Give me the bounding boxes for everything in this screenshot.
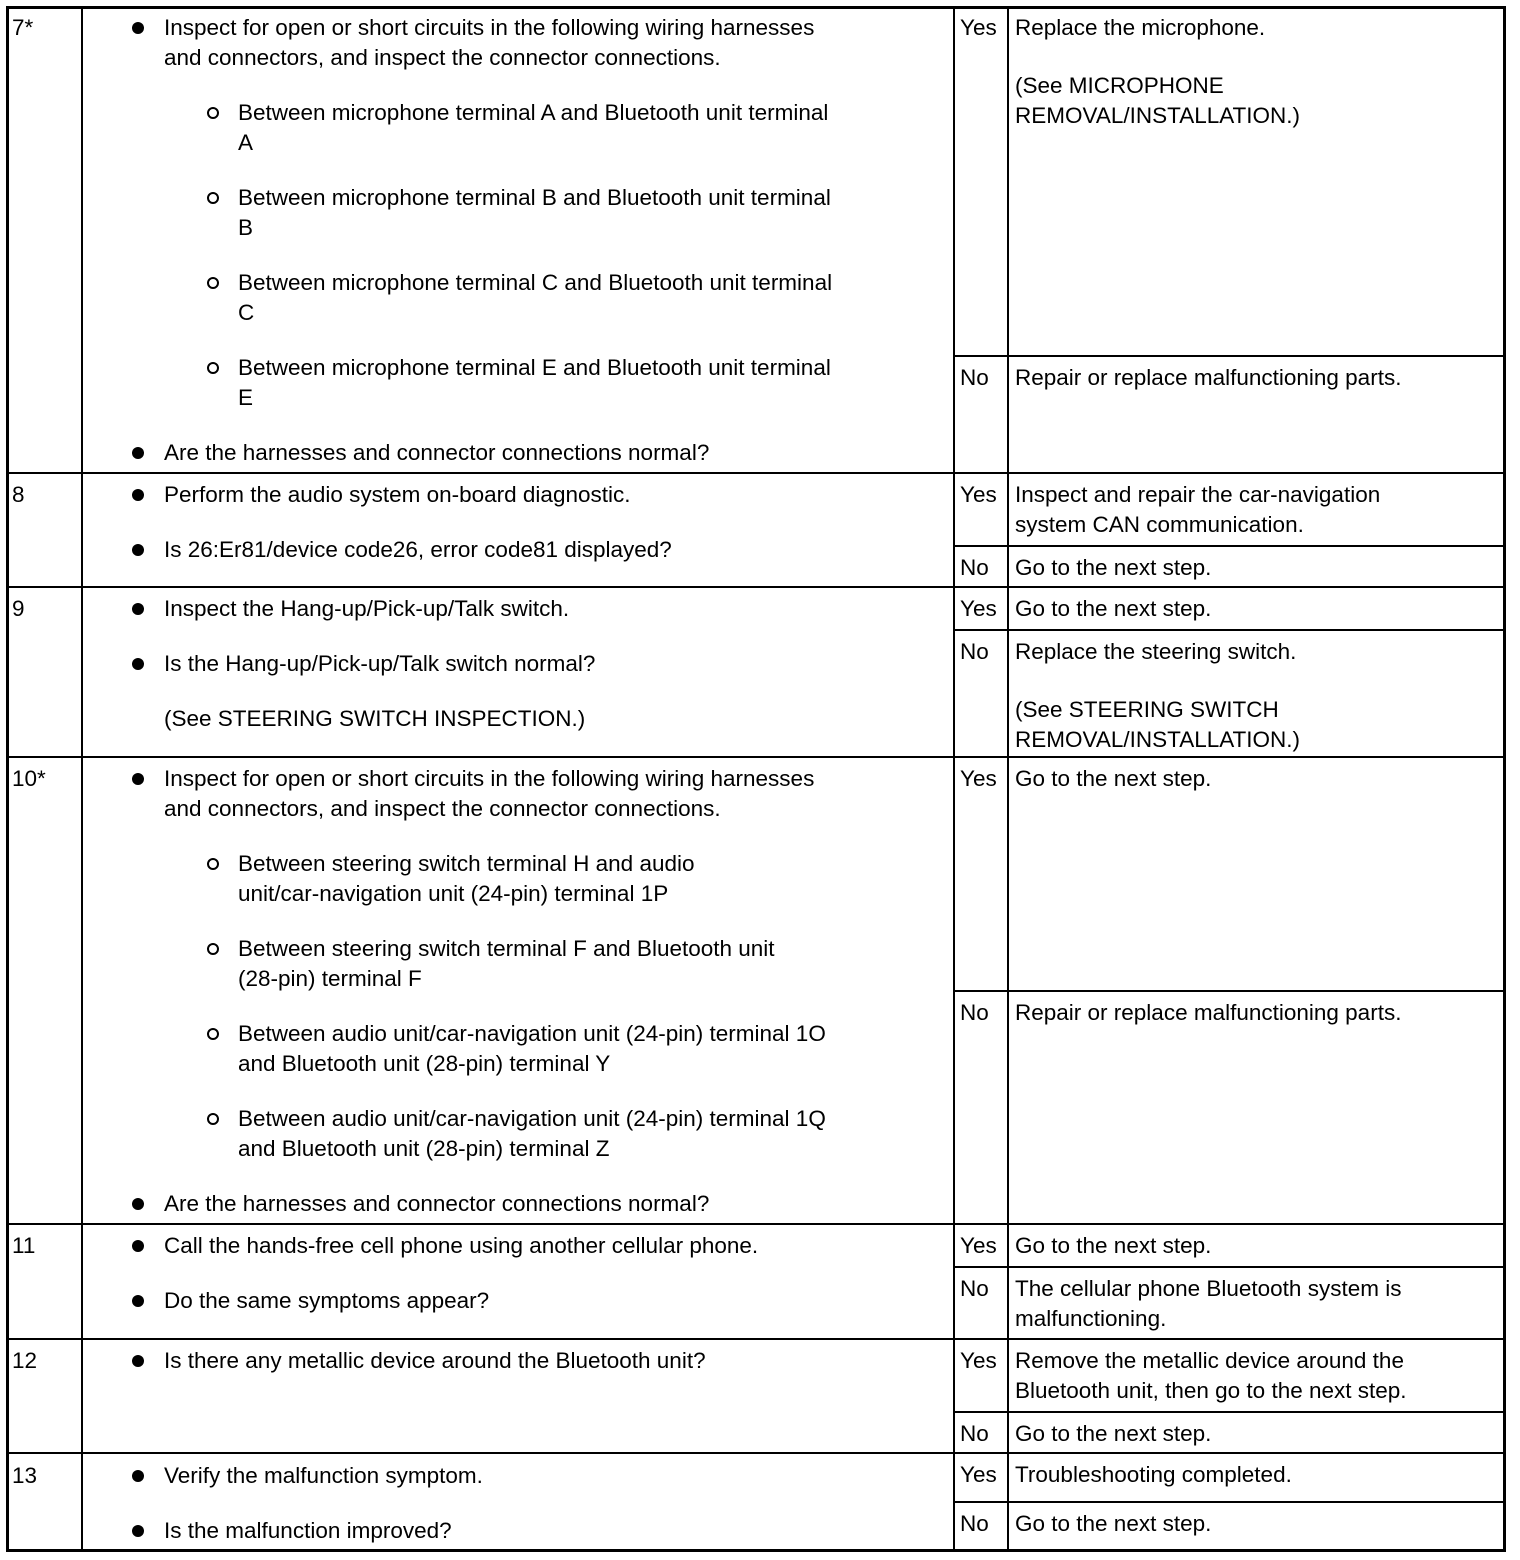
inspection-text: Between steering switch terminal F and Bluetooth unit: [238, 936, 775, 961]
inspection-text: Between microphone terminal A and Bluetooth unit terminal: [238, 100, 829, 125]
inspection-text: Inspect for open or short circuits in the following wiring harnesses: [164, 766, 815, 791]
row-divider: [6, 586, 1506, 588]
column-divider: [953, 6, 955, 1552]
step-number: 13: [12, 1463, 38, 1488]
bullet-icon: [132, 1240, 144, 1252]
sub-bullet-icon: [207, 943, 219, 955]
no-label: No: [960, 639, 989, 664]
result-divider: [954, 990, 1506, 992]
action-text: Remove the metallic device around the: [1015, 1348, 1404, 1373]
no-label: No: [960, 1276, 989, 1301]
inspection-text: and connectors, and inspect the connector connections.: [164, 796, 721, 821]
action-text: (See MICROPHONE: [1015, 73, 1224, 98]
yes-label: Yes: [960, 1233, 997, 1258]
bullet-icon: [132, 603, 144, 615]
inspection-text: Between microphone terminal C and Bluetooth unit terminal: [238, 270, 833, 295]
inspection-text: Between microphone terminal B and Bluetooth unit terminal: [238, 185, 831, 210]
sub-bullet-icon: [207, 1113, 219, 1125]
inspection-text: (See STEERING SWITCH INSPECTION.): [164, 706, 586, 731]
action-text: REMOVAL/INSTALLATION.): [1015, 727, 1301, 752]
inspection-text: A: [238, 130, 254, 155]
inspection-text: Is the malfunction improved?: [164, 1518, 452, 1543]
inspection-text: Between audio unit/car-navigation unit (24-pin) terminal 1Q: [238, 1106, 826, 1131]
action-text: The cellular phone Bluetooth system is: [1015, 1276, 1402, 1301]
inspection-text: Is 26:Er81/device code26, error code81 displayed?: [164, 537, 672, 562]
inspection-text: Are the harnesses and connector connections normal?: [164, 1191, 710, 1216]
action-text: Go to the next step.: [1015, 1421, 1212, 1446]
column-divider: [81, 6, 83, 1552]
bullet-icon: [132, 1295, 144, 1307]
yes-label: Yes: [960, 15, 997, 40]
action-text: Replace the microphone.: [1015, 15, 1266, 40]
result-divider: [954, 545, 1506, 547]
no-label: No: [960, 1511, 989, 1536]
bullet-icon: [132, 447, 144, 459]
step-number: 9: [12, 596, 25, 621]
row-divider: [6, 1452, 1506, 1454]
sub-bullet-icon: [207, 107, 219, 119]
result-divider: [954, 355, 1506, 357]
bullet-icon: [132, 658, 144, 670]
inspection-text: and Bluetooth unit (28-pin) terminal Y: [238, 1051, 611, 1076]
inspection-text: Verify the malfunction symptom.: [164, 1463, 483, 1488]
row-divider: [6, 1338, 1506, 1340]
inspection-text: Between audio unit/car-navigation unit (24-pin) terminal 1O: [238, 1021, 826, 1046]
inspection-text: Perform the audio system on-board diagnostic.: [164, 482, 631, 507]
action-text: Go to the next step.: [1015, 596, 1212, 621]
yes-label: Yes: [960, 482, 997, 507]
action-text: Bluetooth unit, then go to the next step.: [1015, 1378, 1407, 1403]
action-text: Go to the next step.: [1015, 766, 1212, 791]
row-divider: [6, 1223, 1506, 1225]
sub-bullet-icon: [207, 192, 219, 204]
bullet-icon: [132, 773, 144, 785]
step-number: 11: [12, 1233, 36, 1258]
step-number: 8: [12, 482, 25, 507]
result-divider: [954, 629, 1506, 631]
bullet-icon: [132, 544, 144, 556]
inspection-text: E: [238, 385, 254, 410]
no-label: No: [960, 1421, 989, 1446]
action-text: (See STEERING SWITCH: [1015, 697, 1279, 722]
inspection-text: Call the hands-free cell phone using another cellular phone.: [164, 1233, 759, 1258]
inspection-text: and Bluetooth unit (28-pin) terminal Z: [238, 1136, 610, 1161]
action-text: Inspect and repair the car-navigation: [1015, 482, 1381, 507]
action-text: REMOVAL/INSTALLATION.): [1015, 103, 1301, 128]
yes-label: Yes: [960, 596, 997, 621]
sub-bullet-icon: [207, 1028, 219, 1040]
sub-bullet-icon: [207, 277, 219, 289]
action-text: Repair or replace malfunctioning parts.: [1015, 365, 1402, 390]
inspection-text: Is there any metallic device around the Bluetooth unit?: [164, 1348, 706, 1373]
row-divider: [6, 472, 1506, 474]
sub-bullet-icon: [207, 362, 219, 374]
result-divider: [954, 1411, 1506, 1413]
bullet-icon: [132, 1355, 144, 1367]
bullet-icon: [132, 22, 144, 34]
inspection-text: Are the harnesses and connector connections normal?: [164, 440, 710, 465]
bullet-icon: [132, 1470, 144, 1482]
action-text: malfunctioning.: [1015, 1306, 1167, 1331]
bullet-icon: [132, 1525, 144, 1537]
action-text: system CAN communication.: [1015, 512, 1304, 537]
no-label: No: [960, 555, 989, 580]
no-label: No: [960, 365, 989, 390]
action-text: Go to the next step.: [1015, 1233, 1212, 1258]
no-label: No: [960, 1000, 989, 1025]
action-text: Repair or replace malfunctioning parts.: [1015, 1000, 1402, 1025]
inspection-text: B: [238, 215, 254, 240]
column-divider: [1007, 6, 1009, 1552]
action-text: Troubleshooting completed.: [1015, 1462, 1292, 1487]
bullet-icon: [132, 1198, 144, 1210]
sub-bullet-icon: [207, 858, 219, 870]
inspection-text: Between microphone terminal E and Bluetooth unit terminal: [238, 355, 831, 380]
action-text: Go to the next step.: [1015, 555, 1212, 580]
inspection-text: (28-pin) terminal F: [238, 966, 422, 991]
step-number: 12: [12, 1348, 38, 1373]
yes-label: Yes: [960, 1348, 997, 1373]
inspection-text: unit/car-navigation unit (24-pin) terminal 1P: [238, 881, 669, 906]
action-text: Go to the next step.: [1015, 1511, 1212, 1536]
row-divider: [6, 756, 1506, 758]
step-number: 7*: [12, 15, 34, 40]
result-divider: [954, 1266, 1506, 1268]
inspection-text: Inspect the Hang-up/Pick-up/Talk switch.: [164, 596, 570, 621]
inspection-text: Inspect for open or short circuits in the following wiring harnesses: [164, 15, 815, 40]
action-text: Replace the steering switch.: [1015, 639, 1297, 664]
result-divider: [954, 1501, 1506, 1503]
inspection-text: Between steering switch terminal H and audio: [238, 851, 695, 876]
step-number: 10*: [12, 766, 46, 791]
inspection-text: C: [238, 300, 255, 325]
yes-label: Yes: [960, 1462, 997, 1487]
inspection-text: Do the same symptoms appear?: [164, 1288, 490, 1313]
inspection-text: and connectors, and inspect the connector connections.: [164, 45, 721, 70]
bullet-icon: [132, 489, 144, 501]
inspection-text: Is the Hang-up/Pick-up/Talk switch normal?: [164, 651, 596, 676]
yes-label: Yes: [960, 766, 997, 791]
